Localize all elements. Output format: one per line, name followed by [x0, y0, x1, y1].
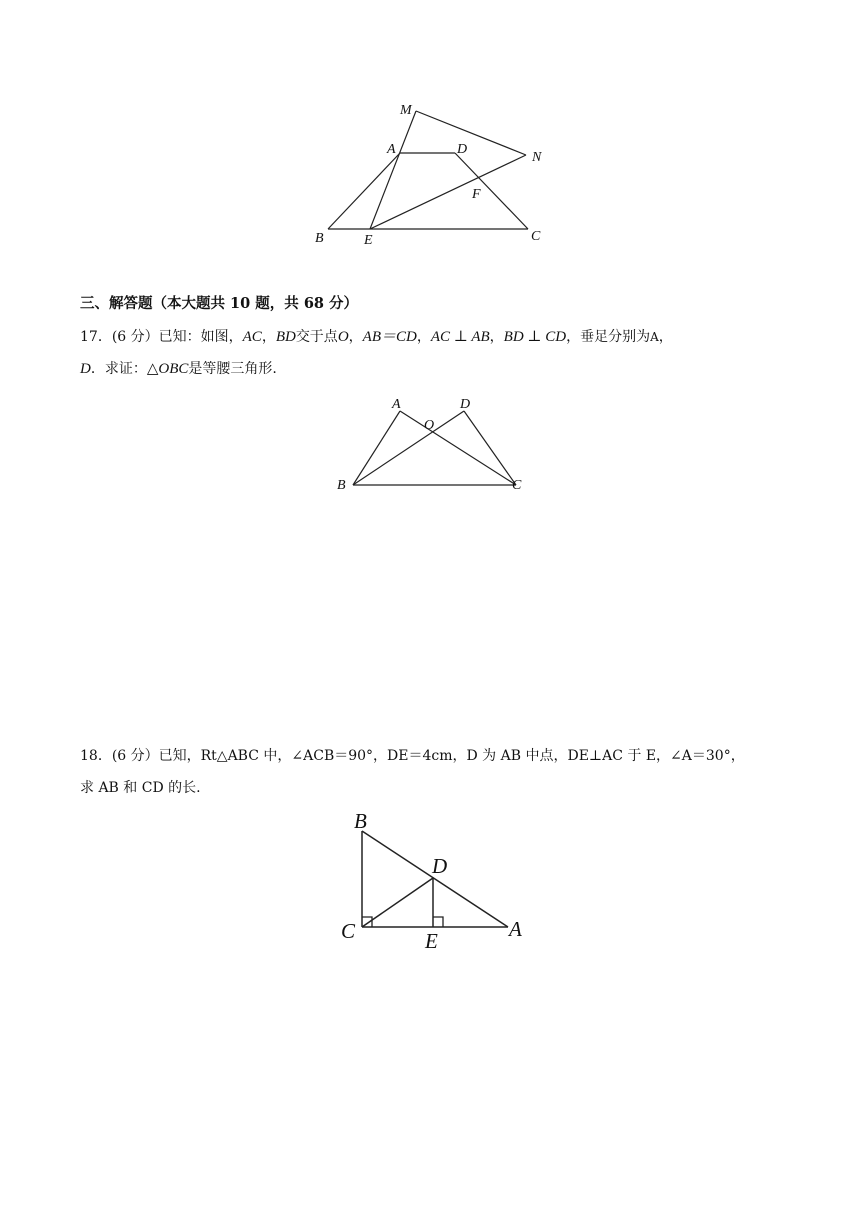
segment-ba	[328, 153, 400, 229]
segment-ne	[370, 155, 526, 229]
label-c: C	[512, 478, 522, 493]
q17-o: O	[337, 329, 349, 345]
label-d: D	[432, 854, 448, 878]
label-a: A	[392, 397, 401, 412]
q17-foot-text: ，垂足分别为	[566, 329, 651, 345]
segment-ba	[353, 411, 400, 485]
q17-equality: AB＝CD	[362, 329, 417, 345]
q18-line-2: 求 AB 和 CD 的长.	[80, 780, 201, 796]
label-d: D	[457, 142, 468, 157]
segment-ac	[400, 411, 516, 485]
label-b: B	[315, 231, 324, 246]
label-d: D	[460, 397, 471, 412]
q17-line-2	[80, 359, 277, 379]
label-n: N	[532, 150, 542, 165]
label-e: E	[425, 929, 438, 953]
label-e: E	[364, 233, 373, 248]
label-b: B	[337, 478, 346, 493]
segment-bd	[353, 411, 464, 485]
label-m: M	[400, 103, 412, 118]
right-angle-mark-e	[433, 917, 443, 927]
q17-a: A	[650, 330, 659, 344]
segment-mn	[416, 111, 526, 155]
label-a: A	[387, 142, 396, 157]
label-b: B	[354, 809, 367, 833]
q17-triangle: △OBC	[146, 361, 189, 377]
q17-sep-1: ，	[261, 329, 276, 345]
figure-2-crossed-triangles	[330, 390, 530, 500]
segment-me	[370, 111, 416, 229]
section-heading: 三、解答题（本大题共 10 题，共 68 分）	[80, 295, 359, 312]
label-c: C	[341, 919, 356, 943]
q17-sep-5: ，	[489, 329, 504, 345]
figure-1-quadrilateral	[300, 95, 560, 255]
q17-ac: AC	[242, 329, 262, 345]
q17-d: D	[80, 361, 91, 377]
q17-isosceles-text: 是等腰三角形.	[188, 361, 277, 377]
label-a: A	[509, 917, 522, 941]
q17-sep-7: ，	[658, 329, 673, 345]
figure-3-right-triangle	[330, 800, 540, 960]
label-c: C	[531, 229, 541, 244]
q17-sep-3: ，	[348, 329, 363, 345]
q17-sep-4: ，	[416, 329, 431, 345]
label-o: O	[424, 418, 435, 433]
q17-lead: 17．(6 分）已知：如图，	[80, 329, 243, 345]
segment-dc	[455, 153, 528, 229]
q17-perp-2: BD ⊥ CD	[503, 329, 567, 345]
q17-perp-1: AC ⊥ AB	[430, 329, 490, 345]
q17-bd: BD	[275, 329, 296, 345]
label-f: F	[472, 187, 481, 202]
q18-line-1: 18．(6 分）已知，Rt△ABC 中，∠ACB＝90°，DE＝4cm，D 为 AB 中点，DE⊥AC 于 E，∠A＝30°，	[80, 748, 745, 764]
q17-line-1	[80, 327, 673, 347]
q17-prove-text: ．求证：	[90, 361, 147, 377]
q17-intersect-text: 交于点	[295, 329, 338, 345]
segment-dc	[464, 411, 516, 485]
